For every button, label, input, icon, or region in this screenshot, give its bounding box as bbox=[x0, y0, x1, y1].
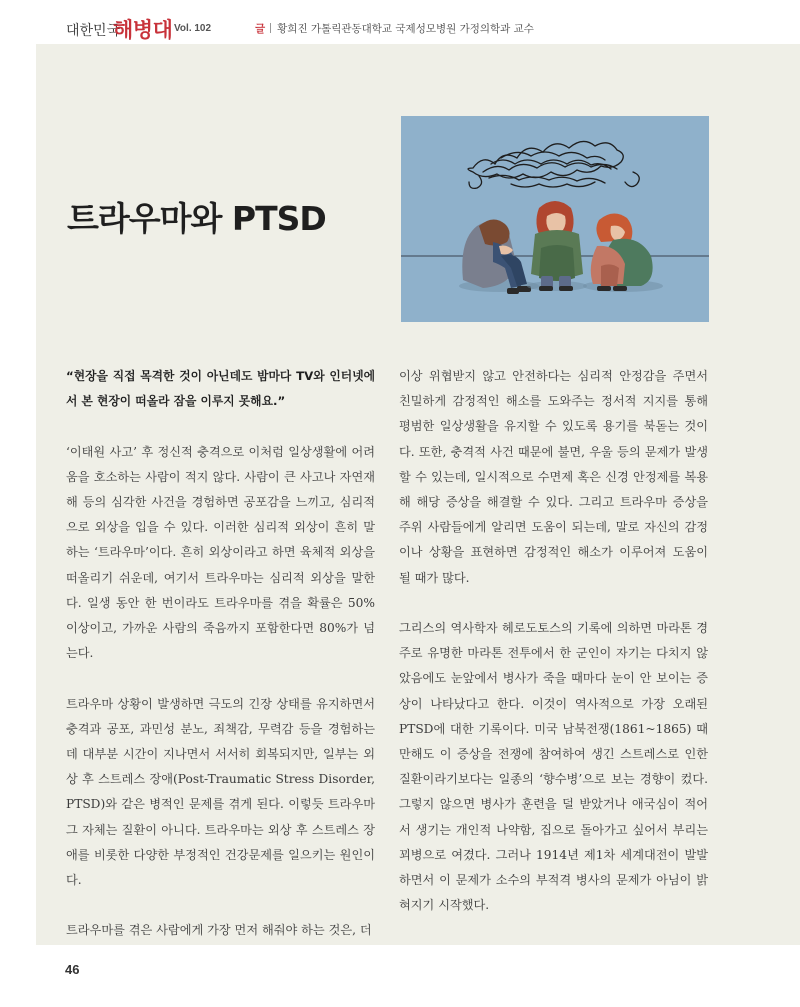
page-number: 46 bbox=[65, 962, 80, 977]
article-column-left bbox=[66, 364, 375, 944]
header-country: 대한민국 bbox=[66, 23, 121, 39]
body-paragraph: 트라우마 상황이 발생하면 극도의 긴장 상태를 유지하면서 충격과 공포, 과민성 분노, 죄책감, 무력감 등을 경험하는데 대부분 시간이 지나면서 서서히 회복되지만, 일부는 외상 후 스트레스 장애(Post-Traumatic Stress Disorder, PTSD)와 같은 병적인 문제를 겪게 된다. 이렇듯 트라우마 그 자체는 질환이 아니다. 트라우마는 외상 후 스트레스 장애를 비롯한 다양한 부정적인 건강문제를 일으키는 원인이다. bbox=[66, 696, 375, 888]
article-title: 트라우마와 PTSD bbox=[67, 199, 326, 238]
header-volume: Vol. 102 bbox=[174, 23, 212, 34]
middle-person-figure bbox=[527, 201, 587, 291]
credit-divider bbox=[270, 23, 271, 33]
header-brand-logo: 해병대 bbox=[113, 18, 173, 42]
author-credit bbox=[255, 21, 534, 36]
distressed-people-illustration bbox=[401, 116, 709, 322]
credit-author: 황희진 가톨릭관동대학교 국제성모병원 가정의학과 교수 bbox=[277, 23, 534, 35]
credit-label: 글 bbox=[255, 23, 266, 35]
article-column-right bbox=[399, 364, 708, 918]
lead-quote: “현장을 직접 목격한 것이 아닌데도 밤마다 TV와 인터넷에서 본 현장이 떠올라 잠을 이루지 못해요.” bbox=[66, 369, 375, 409]
body-paragraph: ‘이태원 사고’ 후 정신적 충격으로 이처럼 일상생활에 어려움을 호소하는 사람이 적지 않다. 사람이 큰 사고나 자연재해 등의 심각한 사건을 경험하면 공포감을 느끼고, 심리적으로 외상을 입을 수 있다. 이러한 심리적 외상이 흔히 말하는 ‘트라우마’이다. 흔히 외상이라고 하면 육체적 외상을 떠올리기 쉬운데, 여기서 트라우마는 심리적 외상을 말한다. 일생 동안 한 번이라도 트라우마를 겪을 확률은 50% 이상이고, 가까운 사람의 죽음까지 포함한다면 80%가 넘는다. bbox=[66, 444, 375, 661]
left-person-figure bbox=[459, 219, 539, 294]
body-paragraph: 이상 위협받지 않고 안전하다는 심리적 안정감을 주면서 친밀하게 감정적인 해소를 도와주는 정서적 지지를 통해 평범한 일상생활을 유지할 수 있도록 용기를 북돋는 것이다. 또한, 충격적 사건 때문에 불면, 우울 등의 문제가 발생할 수 있는데, 일시적으로 수면제 혹은 신경 안정제를 복용해 해당 증상을 해결할 수 있다. 그리고 트라우마 증상을 주위 사람들에게 알리면 도움이 되는데, 말로 자신의 감정이나 상황을 표현하면 감정적인 해소가 이루어져 도움이 될 때가 많다. bbox=[399, 369, 708, 585]
body-paragraph: 그리스의 역사학자 헤로도토스의 기록에 의하면 마라톤 경주로 유명한 마라톤 전투에서 한 군인이 자기는 다치지 않았음에도 눈앞에서 병사가 죽을 때마다 눈이 안 보이는 증상이 나타났다고 한다. 이것이 역사적으로 가장 오래된 PTSD에 대한 기록이다. 미국 남북전쟁(1861~1865) 때만해도 이 증상을 전쟁에 참여하여 생긴 스트레스로 인한 질환이라기보다는 일종의 ‘향수병’으로 보는 경향이 컸다. 그렇지 않으면 병사가 훈련을 덜 받았거나 애국심이 적어서 생기는 개인적 나약함, 집으로 돌아가고 싶어서 부리는 꾀병으로 여겼다. 그러나 1914년 제1차 세계대전이 발발하면서 이 문제가 소수의 부적격 병사의 문제가 아님이 밝혀지기 시작했다. bbox=[399, 621, 708, 913]
body-paragraph: 트라우마를 겪은 사람에게 가장 먼저 해줘야 하는 것은, 더 bbox=[66, 923, 372, 938]
magazine-header bbox=[0, 0, 800, 44]
right-person-figure bbox=[583, 213, 663, 292]
